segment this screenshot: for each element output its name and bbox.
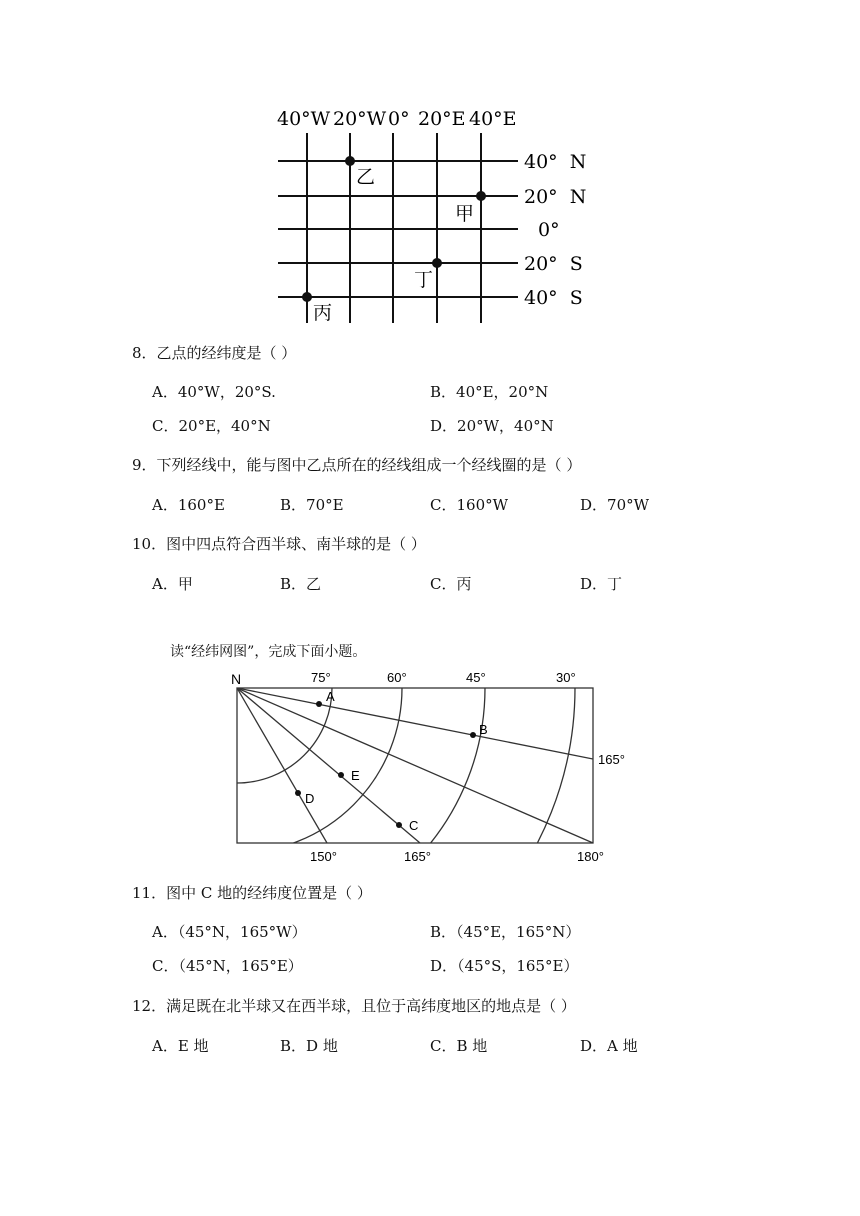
point-bing-label: 丙 [313, 302, 333, 324]
q8-option-d[interactable]: D．20°W，40°N [430, 417, 554, 435]
point-d [295, 790, 301, 796]
pole-label: N [231, 671, 242, 687]
meridian-165-right [237, 688, 593, 759]
point-b [470, 732, 476, 738]
point-yi-label: 乙 [356, 166, 376, 188]
point-a-label: A [326, 689, 335, 704]
q10-option-c[interactable]: C．丙 [430, 575, 472, 593]
top-label-30: 30° [556, 670, 576, 685]
q9-option-c[interactable]: C．160°W [430, 496, 509, 514]
q11-option-a[interactable]: A．（45°N，165°W） [152, 923, 307, 941]
point-c-label: C [409, 818, 419, 833]
top-label-20w: 20°W [333, 108, 387, 130]
top-label-0: 0° [388, 108, 410, 130]
parallel-30 [0, 660, 575, 870]
bottom-label-180: 180° [577, 849, 604, 864]
point-jia [476, 191, 486, 201]
point-e-label: E [351, 768, 360, 783]
point-c [396, 822, 402, 828]
top-label-45: 45° [466, 670, 486, 685]
right-label-20s: 20° S [524, 253, 583, 275]
q9-option-d[interactable]: D．70°W [580, 496, 650, 514]
right-label-40s: 40° S [524, 287, 583, 309]
bottom-label-150: 150° [310, 849, 337, 864]
polar-grid-figure [0, 660, 860, 870]
point-e [338, 772, 344, 778]
q12-stem: 12．满足既在北半球又在西半球，且位于高纬度地区的地点是（ ） [132, 997, 576, 1015]
point-b-label: B [479, 722, 488, 737]
q12-option-b[interactable]: B．D 地 [280, 1037, 338, 1055]
top-label-40w: 40°W [277, 108, 331, 130]
right-label-20n: 20° N [524, 186, 587, 208]
meridian-150 [237, 688, 327, 843]
top-label-20e: 20°E [418, 108, 466, 130]
right-label-40n: 40° N [524, 151, 587, 173]
q11-option-b[interactable]: B．（45°E，165°N） [430, 923, 581, 941]
q12-option-a[interactable]: A．E 地 [152, 1037, 209, 1055]
q9-option-a[interactable]: A．160°E [152, 496, 225, 514]
q8-option-b[interactable]: B．40°E，20°N [430, 383, 549, 401]
point-ding-label: 丁 [414, 269, 434, 291]
q9-option-b[interactable]: B．70°E [280, 496, 344, 514]
point-yi [345, 156, 355, 166]
point-jia-label: 甲 [455, 203, 475, 225]
q11-stem: 11．图中 C 地的经纬度位置是（ ） [132, 884, 372, 902]
point-d-label: D [305, 791, 315, 806]
top-label-60: 60° [387, 670, 407, 685]
q10-option-d[interactable]: D．丁 [580, 575, 623, 593]
q11-option-c[interactable]: C．（45°N，165°E） [152, 957, 303, 975]
right-label-0: 0° [538, 219, 560, 241]
top-label-75: 75° [311, 670, 331, 685]
q8-stem: 8．乙点的经纬度是（ ） [132, 344, 297, 362]
q9-stem: 9．下列经线中，能与图中乙点所在的经线组成一个经线圈的是（ ） [132, 456, 582, 474]
intro-text: 读“经纬网图”，完成下面小题。 [170, 644, 367, 660]
bottom-label-165: 165° [404, 849, 431, 864]
q11-option-d[interactable]: D．（45°S，165°E） [430, 957, 579, 975]
q12-option-c[interactable]: C．B 地 [430, 1037, 488, 1055]
latlon-grid-figure [0, 0, 860, 330]
q10-option-b[interactable]: B．乙 [280, 575, 322, 593]
q12-option-d[interactable]: D．A 地 [580, 1037, 638, 1055]
q10-option-a[interactable]: A．甲 [152, 575, 193, 593]
point-bing [302, 292, 312, 302]
top-label-40e: 40°E [469, 108, 517, 130]
point-a [316, 701, 322, 707]
q10-stem: 10．图中四点符合西半球、南半球的是（ ） [132, 535, 426, 553]
point-ding [432, 258, 442, 268]
q8-option-a[interactable]: A．40°W，20°S. [152, 383, 276, 401]
q8-option-c[interactable]: C．20°E，40°N [152, 417, 271, 435]
right-label-165: 165° [598, 752, 625, 767]
